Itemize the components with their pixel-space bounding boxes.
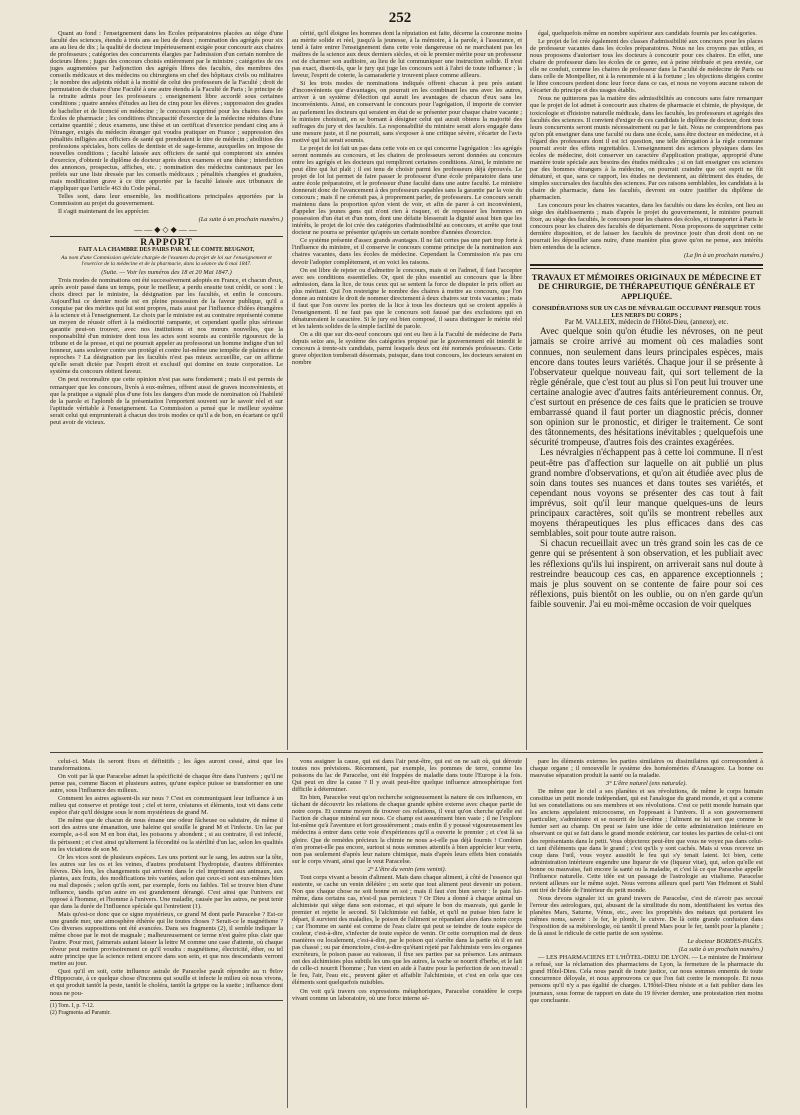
paragraph: Ce système présente d'assez grands avantages. Il ne fait certes pas une part trop forte à l'influence du ministre, et il conserve le concours comme principe de la nomination aux chaires vacantes, dans les écoles de médecine. Cependant la Commission n'a pas cru devoir l'adopter complètement, et en voici les raisons. bbox=[292, 237, 522, 266]
paragraph: On peut reconnaître que cette opinion n'est pas sans fondement ; mais il est permis de remarquer que les concours, livrés à eux-mêmes, offrent aussi de graves inconvénients, et que la pratique a signalé plus d'une fois les dangers d'un mode de nomination où l'habileté de la parole et l'aplomb de la présentation l'emportent souvent sur le savoir réel et sur l'aptitude véritable à l'enseignement. La Commission a pensé que le meilleur système serait celui qui emprunterait à chacun des trois modes ce qu'il a de bon, en écartant ce qu'il peut avoir de vicieux. bbox=[50, 376, 283, 426]
paragraph: On voit qu'à travers ces expressions métaphoriques, Paracelse considère le corps vivant comme un laboratoire, où une force interne sé- bbox=[292, 987, 522, 1002]
paragraph: Tout corps vivant a besoin d'aliment. Mais dans chaque aliment, à côté de l'essence qui sustente, se cache un venin délétère ; en sorte que tout aliment peut devenir un poison. Non que chaque chose ne soit bonne en soi ; mais il faut s'en bien servir : le pain lui-même, dans certains cas, n'est-il pas pernicieux ? Or Dieu a donné à chaque animal un alchimiste qui siège dans son estomac, et qui sépare le bon du mauvais, qui garde le premier et rejette le second. Si l'alchimiste est faible, et qu'il ne puisse bien faire le départ, il survient des maladies, le poison de l'aliment se répandant alors dans notre corps ; car l'homme en santé est comme de l'eau claire qui peut se teindre de toute espèce de couleur, c'est-à-dire, s'infecter de toute espèce de venin. Or cette corruption mal de deux manières ou localement, c'est-à-dire, par le poison qui s'arrête dans la partie où il en est pas chassé ; ou par émonctoire, c'est-à-dire qu'étant rejeté par l'alchimiste vers les organes excréteurs, le poison passe au vaisseau, il fixe ses parties par sa présence. Les animaux ont des alchimistes plus subtils les uns que les autres, la vache se nourrit d'herbe, et le lait de celle-ci nourrit l'homme ; l'un vient en aide à l'autre pour la perfection de son travail : le feu, l'air, l'eau etc., peuvent gâter et affaiblir l'alchimiste, et c'est en cela que ces éléments sont quelquefois nuisibles. bbox=[292, 873, 522, 987]
news-item: — LES PHARMACIENS ET L'HÔTEL-DIEU DE LYON. — Le ministre de l'intérieur a refusé, sur la réclamation des pharmaciens de Lyon, la fermeture de la pharmacie du grand Hôtel-Dieu. Cela nous paraît de toute justice, car nous sommes ennemis de toute concurrence déloyale, et nous approuvons ce que l'on fait contre le monopole. Et nous pensons qu'il n'y a pas égalité de charges. L'Hôtel-Dieu résiste et a fait publier dans les journaux, sous forme de rapport en date du 19 février dernier, une protestation rien moins que concluante. bbox=[530, 954, 763, 1004]
subsection-heading: 2° L'être du venin (ens venini). bbox=[367, 865, 447, 873]
page-number: 252 bbox=[388, 10, 412, 26]
paragraph: Les concours pour les chaires vacantes, dans les facultés ou dans les écoles, ont lieu au siège des établissements ; mais d'après le projet du gouvernement, le ministre pourrait fixer, au siège des facultés, le concours pour les chaires des écoles, et transporter à Paris le concours pour les chaires des facultés de département. Nous proposons de supprimer cette dernière disposition, et de laisser les facultés de province jouir d'un droit dont on ne pourrait les dépouiller sans nuire, d'une manière plus grave qu'on ne pense, aux intérêts bien entendus de la science. bbox=[530, 202, 763, 252]
section-title: TRAVAUX ET MÉMOIRES ORIGINAUX DE MÉDECINE ET DE CHIRURGIE, DE THÉRAPEUTIQUE GÉNÉRALE ET APPLIQUÉE. bbox=[531, 272, 762, 302]
paragraph: Quant au fond : l'enseignement dans les Écoles préparatoires placées au siège d'une faculté des sciences, étendu à trois ans au lieu de deux ; nomination des agrégés pour six ans au lieu de dix ; la qualité de docteur impérieusement exigée pour concourir aux chaires de professeurs ; catégories des concurrents élargies par l'admission d'un certain nombre de docteurs libres ; juges des concours choisis entièrement par le ministre ; catégories de ces juges augmentées par l'adjonction des agrégés libres des facultés, des membres des conseils médicaux et des médecins ou chirurgiens en chef des hôpitaux civils ou militaires ; le nombre des adjoints réduit à la moitié de celui des professeurs de la Faculté ; droit de permutation de chaire d'une Faculté à une autre étendu à la Faculté de Paris ; le principe de la retraite admis pour les professeurs ; enseignement libre accordé sous certaines conditions ; quatre années d'études au lieu de cinq pour les élèves ; suppression des grades de bachelier et de licencié en médecine ; le concours supprimé pour les chaires dans les Écoles de pharmacie ; les conditions d'incapacité d'exercice de la médecine réduites d'une certaine quantité ; deux examens, une thèse et un certificat d'exercice pendant cinq ans à l'étranger, exigés du médecin étranger qui voudra pratiquer en France ; suppression des pénalités infligées aux officiers de santé qui prendraient le titre de médecin ; abolition des professions spéciales, hors celles de dentiste et de sage-femme, auxquelles on impose de nouvelles conditions ; faculté laissée aux officiers de santé qui compteront six années d'exercice, d'obtenir le diplôme de docteur après deux examens et une thèse ; interdiction des annonces, prospectus, affiches, etc. ; nomination des médecins cantonaux par les préfets sur une liste dressée par les conseils médicaux ; pénalités changées et graduées, mais modification grave à ce titre apportée par la faculté laissée aux tribunaux de n'appliquer que l'article 463 du Code pénal. bbox=[50, 30, 283, 193]
feuilleton-column-1 bbox=[50, 758, 283, 1108]
column-rule bbox=[526, 758, 527, 1108]
rapport-description: Au nom d'une Commission spéciale chargée de l'examen du projet de loi sur l'enseignement et l'exercice de la médecine et de la pharmacie, dans la séance du 6 mai 1847. bbox=[61, 254, 272, 268]
continued-note: (La fin à un prochain numéro.) bbox=[683, 252, 763, 260]
column-rule bbox=[287, 758, 288, 1108]
feuilleton-column-2 bbox=[292, 758, 522, 1108]
footnote: (2) Fragmenta ad Paramir. bbox=[50, 1009, 111, 1016]
paragraph: Or les vices sont de plusieurs espèces. Les uns portent sur le sang, les autres sur la tête, les autres sur les os et les veines, d'autres produisent l'hydropisie, d'autres différentes fièvres. Dès lors, les changements qui arrivent dans le ciel impriment aux animaux, aux plantes, aux fruits, des modifications très variées, selon que ceux-ci sont eux-mêmes bien ou mal disposés ; selon qu'ils sont, par exemple, forts ou faibles. Tel se trouve bien d'une influence, tandis qu'un autre en est grandement dérangé. C'est ainsi que l'univers est opposé à l'homme, et l'homme à l'univers. Une maladie, causée par les astres, ne peut tenir que dans la durée de l'influence spéciale qui l'entretient (1). bbox=[50, 853, 283, 910]
subsection-heading: 3° L'être naturel (ens naturale). bbox=[605, 780, 687, 788]
paragraph: De même que le ciel a ses planètes et ses révolutions, de même le corps humain constitue un petit monde indépendant, qui est l'analogue du grand monde, et qui a comme lui ses constellations ou ses membres et ses révolutions. C'est ce petit monde humain que les anciens appelaient microcosme, en l'opposant à l'univers. Il a son gouvernement particulier, s'administre et se nourrit de lui-même ; l'aliment ne lui sert que comme le fumier sert au champ. On peut se faire une idée de cette administration intérieure en observant ce qui se fait dans le grand monde extérieur, car toutes les parties de celui-ci ont des représentants dans le petit. Vous objecterez peut-être que vous ne voyez pas dans celui-ci tant d'éléments que dans le grand ; c'est qu'ils y sont cachés. Mais si vous recevez un coup dans l'œil, vous voyez aussitôt le feu qui s'y tenait latent. Ici bien, cette administration intérieure engendre une liqueur de vie (liqueur vitæ), qui, selon qu'elle est bonne ou mauvaise, fait encore la santé ou la maladie, et c'est là ce que Paracelse appelle l'influence naturelle. Cette idée est un passage de l'astrologie au vitalisme. Paracelse revient ailleurs sur le même sujet. Nous verrons ailleurs quel parti Van Helmont et Stahl ont tiré de l'idée de l'intérieur du petit monde. bbox=[530, 788, 763, 894]
ornament-separator: ——◆◇◆—— bbox=[134, 225, 199, 235]
column-1 bbox=[50, 30, 283, 750]
rapport-subtitle: FAIT A LA CHAMBRE DES PAIRS PAR M. LE COMTE BEUGNOT, bbox=[78, 247, 255, 254]
rapport-date-note: (Suite. — Voir les numéros des 18 et 20 Mai 1847.) bbox=[101, 268, 232, 276]
paragraph: Avec quelque soin qu'on étudie les névroses, on ne peut jamais se croire arrivé au moment où ces maladies sont connues, non seulement dans leurs principales espèces, mais encore dans toutes leurs variétés. Chaque jour il se présente à l'observateur quelque nouveau fait, qui sort tellement de la règle générale, que c'est tout au plus si l'on peut lui trouver une certaine analogie avec d'autres faits antérieurement connus. Or, c'est surtout en présence de ces faits que le praticien se trouve embarrassé quand il faut porter un diagnostic précis, donner son opinion sur le pronostic, et diriger le traitement. Ce sont des tâtonnements, des hésitations inévitables ; quelquefois une sécurité trompeuse, d'autres fois des craintes exagérées. bbox=[530, 326, 763, 448]
paragraph: Si les trois modes de nominations indiqués offrent chacun à peu près autant d'inconvénients que d'avantages, on pourrait en les combinant les uns avec les autres, arriver à un système d'élection qui aurait les avantages de chacun d'eux sans les inconvénients. Ainsi, en conservant le concours pour l'agrégation, il importe de convier au parlement les docteurs qui seraient en état de se présenter pour chaque chaire vacante ; le ministre choisirait, en se bornant à désigner celui qui aurait obtenu la majorité des suffrages du jury et des facultés. La responsabilité du ministre serait alors engagée dans une mesure juste, et il ne pourrait, sans s'exposer à une critique sévère, s'écarter de l'avis motivé qui lui serait soumis. bbox=[292, 80, 522, 144]
paragraph: Telles sont, dans leur ensemble, les modifications principales apportées par la Commission au projet du gouvernement. bbox=[50, 193, 283, 208]
paragraph: Si chacun recueillait avec un très grand soin les cas de ce genre qui se présentent à son observation, et les publiait avec les réflexions qu'ils lui inspirent, on arriverait sans nul doute à restreindre beaucoup ces cas, en apparence exceptionnels ; mais je plus souvent on se contente de faire pour soi ces réflexions, puis bientôt on les oublie, ou on n'en garde qu'un faible souvenir. J'ai eu moi-même occasion de voir quelques bbox=[530, 538, 763, 609]
double-rule bbox=[530, 264, 763, 269]
article-author: Par M. VALLEIX, médecin de l'Hôtel-Dieu, (annexe), etc. bbox=[564, 318, 729, 327]
article-body bbox=[530, 326, 763, 609]
paragraph: En bien, Paracelse veut qu'on recherche soigneusement la nature de ces influences, en tâchant de découvrir les relations de chaque grande sphère externe avec chaque partie de notre corps. Et comme moyen de trouver ces relations, il veut qu'on cherche qu'elle est l'action de chaque minéral sur nous. Ce champ est assurément bien vaste ; il ne l'explore lui-même qu'à l'aventure et fort grossièrement ; mais enfin il y poussé vigoureusement les médecins à entrer dans cette voie d'expériences qu'il a ouverte le premier ; et c'est là sa gloire. Que de remèdes précieux la chimie ne nous a-t-elle pas déjà fournis ! Combien n'en promet-elle pas encore, surtout si nous sommes attentifs à bien apprécier leur vertu, non pas seulement d'après leur nature chimique, mais d'après leurs effets bien constatés sur le corps vivant, ainsi que le veut Paracelse. bbox=[292, 794, 522, 865]
rapport-title: RAPPORT bbox=[50, 236, 283, 247]
continued-note: (La suite à un prochain numéro.) bbox=[198, 216, 283, 224]
paragraph: Les névralgies n'échappent pas à cette loi commune. Il n'est peut-être pas d'affection sur laquelle on ait publié un plus grand nombre d'observations, et qu'on ait étudiée avec plus de soin dans toutes ses nuances et dans toutes ses variétés, et cependant nous voyons se présenter des cas tout à fait imprévus, soit qu'il leur manque quelques-uns de leurs principaux caractères, soit qu'ils se montrent rebelles aux moyens thérapeutiques les plus efficaces dans des cas semblables, soit pour toute autre raison. bbox=[530, 447, 763, 539]
column-3 bbox=[530, 30, 763, 750]
continued-note: (La suite à un prochain numéro.) bbox=[678, 946, 763, 954]
column-rule bbox=[287, 30, 288, 750]
feuilleton-column-3 bbox=[530, 758, 763, 1108]
paragraph: Nous ne quitterons pas la matière des admissibilités au concours sans faire remarquer que le projet de loi admet à concourir aux chaires de pharmacie et chimie, de physique, de toxicologie et d'histoire naturelle médicale, dans les facultés, les professeurs et agrégés des facultés des sciences. Il convient d'exiger de ces candidats le diplôme de docteur, dont tous leurs concurrents seront munis nécessairement ou par le fait. Nous ne comprendrions pas qu'on pût enseigner dans une faculté ou dans une école, sans être docteur en médecine, et à l'égard des professeurs dont il est ici question, une telle dérogation à la règle commune pourrait avoir des effets regrettables. L'enseignement des sciences physiques dans les écoles de médecine, doit conserver un caractère d'application pratique, approprié d'une manière toute spéciale aux besoins des études médicales ; si on fait enseigner ces sciences par des hommes étrangers à la médecine, on pourrait craindre que cet esprit ne fût dénaturé, et que, sans ce rapport, les études ne deviennent, au détriment des études, de simples succursales des facultés des sciences. Par ces raisons semblables, les candidats à la chaire de pharmacie, dans les facultés, devront en outre justifier du diplôme de pharmacien. bbox=[530, 95, 763, 202]
paragraph: Trois modes de nominations ont été successivement adoptés en France, et chacun d'eux, après avoir passé dans un temps, pour le meilleur, a perdu ensuite tout crédit, ce sont : le choix direct par le ministre, la désignation par les facultés, et enfin le concours. Aujourd'hui ce dernier mode est en pleine possession de la faveur publique, qu'il a conquise par des mérites qui lui sont propres, mais aussi par l'influence d'idées étrangères à la science et à l'enseignement. Le choix par le ministre est au contraire représenté comme un moyen de réussir offert à la médiocrité rampante, et cependant quelle plus sérieuse garantie peut-on trouver, avec nos institutions et nos mœurs nouvelles, que la responsabilité d'un ministre dont tous les actes sont soumis au contrôle rigoureux de la tribune et de la presse, et qui ne pourrait appeler au professorat un homme indigne d'un tel honneur, sans soulever contre son protégé et contre lui-même une tempête de plaintes et de reproches ? La désignation par les facultés n'est pas mieux accueillie, car on affirme qu'elle serait dictée par l'esprit étroit et exclusif qui domine en toute corporation. Le système du concours obtient faveur. bbox=[50, 276, 283, 376]
paragraph: celui-ci. Mais ils seront fixes et définitifs ; les âges auront cessé, ainsi que les transformations. bbox=[50, 758, 283, 773]
paragraph: Nous devons signaler ici un grand travers de Paracelse, c'est de n'avoir pas secoué l'erreur des astrologues, qui, abusant de la similitude du nom, identifiaient les vertus des planètes Mars, Saturne, Vénus, etc., avec les propriétés des métaux qui portaient les mêmes noms, savoir : le fer, le plomb, le cuivre. De là cette grande confusion dans l'exposition de sa météorologie, où tantôt il prend Mars pour le fer, tantôt pour la planète ; de là aussi le ridicule de cette partie de son système. bbox=[530, 894, 763, 938]
paragraph: Il s'agit maintenant de les apprécier. bbox=[58, 208, 150, 216]
column-rule bbox=[526, 30, 527, 750]
paragraph: De même que de chacun de nous émane une odeur fâcheuse ou salutaire, de même il sort des astres une émanation, une haleine qui souille le grand M et l'infecte. Un lac par exemple, a-t-il son M en bon état, les poissons y abondent ; si au contraire, il est infecté, ils périssent ; et c'est ainsi qu'alternent la fécondité ou la stérilité d'un lac, selon les qualités ou les viciations de son M. bbox=[50, 817, 283, 853]
paragraph: vons assigner la cause, qui est dans l'air peut-être, qui est on ne sait où, qui déroute toutes nos prévisions. Récemment, par exemple, les pommes de terre, comme les poissons du lac de Paracelse, ont été frappées de maladie dans toute l'Europe à la fois. Qui peut en dire la cause ? Il y avait peut-être quelque influence atmosphérique fort difficile à déterminer. bbox=[292, 758, 522, 794]
paragraph: Quoi qu'il en soit, cette influence astrale de Paracelse paraît répondre au τι θεῖον d'Hippocrate, à ce quelque chose d'inconnu qui souille et infecte le milieu où nous vivons, et qui produit tantôt la peste, tantôt le choléra, tantôt la grippe ou la suette ; influence dont nous ne pou- bbox=[50, 968, 283, 997]
article-title: CONSIDÉRATIONS SUR UN CAS DE NÉVRALGIE OCCUPANT PRESQUE TOUS LES NERFS DU CORPS ; bbox=[532, 304, 761, 320]
paragraph: Mais qu'est-ce donc que ce signe mystérieux, ce grand M dont parle Paracelse ? Est-ce une grande mer, une atmosphère éthérée qui lie toutes choses ? Serait-ce le magnétisme ? Ces diverses suppositions ont été avancées. Dans ses fragments (2), il semble indiquer la même chose par le mot de magnale ; malheureusement ce terme n'est guère plus clair que l'autre. Pour moi, j'aimerais autant laisser la lettre M comme une case d'attente, où chaque rêveur peut mettre provisoirement ce qu'il voudra : magnétisme, électricité, éther, ou tel autre principe que la science retient encore dans son sein, et que nos descendants verront mettre au jour. bbox=[50, 910, 283, 968]
paragraph: pare les éléments externes les parties similaires ou dissimilaires qui correspondent à chaque organe ; il renouvelle le système des homéoméries d'Anaxagore. La bonne ou mauvaise séparation produit la santé ou la maladie. bbox=[530, 758, 763, 780]
paragraph: On voit par là que Paracelse admet la spécificité de chaque être dans l'univers ; qu'il ne pense pas, comme Bacon et plusieurs autres, qu'une espèce puisse se transformer en une autre, sous l'influence des milieux. bbox=[50, 773, 283, 795]
footnotes bbox=[50, 1000, 283, 1017]
paragraph: Comment les astres agissent-ils sur nous ? C'est en communiquant leur influence à un milieu qui conserve et protège tout ; ciel et terre, créatures et éléments, tout vit dans cette espèce d'air qu'il désigne sous le nom mystérieux de grand M. bbox=[50, 795, 283, 817]
paragraph: égal, quelquefois même en nombre supérieur aux candidats fournis par les catégories. bbox=[538, 30, 757, 37]
paragraph: On a dit que sur dix-neuf concours qui ont eu lieu à la Faculté de médecine de Paris depuis seize ans, le système des catégories proposé par le gouvernement eût interdit le concours à trente-six candidats, parmi lesquels deux ont été nommés professeurs. Cette grave objection tomberait désormais, puisque, dans tout concours, les docteurs seraient en nombre bbox=[292, 330, 522, 367]
author-signature: Le docteur BORDES-PAGÈS. bbox=[687, 938, 763, 946]
paragraph: Le projet de loi crée également des classes d'admissibilité aux concours pour les places de professeur vacantes dans les écoles préparatoires. Nous ne les croyons pas utiles, et nous proposons d'autoriser tous les docteurs à concourir pour ces chaires. En effet, une chaire de professeur dans les écoles de ce genre, est à peine rétribuée et peu enviée, car elle ne conduit, comme les chaires de professeur dans la Faculté de médecine de Paris ou dans celle de Montpellier, ni à la renommée ni à la fortune ; les objections dirigées contre le libre concours perdent donc leur force dans ce cas, et nous ne voyons aucune raison de s'écarter du principe et des usages établis. bbox=[530, 38, 763, 95]
paragraph: cérité, qu'il éloigne les hommes dont la réputation est faite, décerne la couronne moins au mérite solide et réel, jusqu'à la jeunesse, à la mémoire, à la parole, à l'assurance, et tend à faire entrer l'enseignement dans cette voie dangereuse où ne marchaient pas les maîtres de la science aux deux derniers siècles, et où le premier mérite pour un professeur est de charmer son auditoire, au lieu de lui communiquer une instruction solide. Il n'est pas exact, disent-ils, que le jury qui juge les concours soit à l'abri de toute influence ; la faveur, l'esprit de coterie, la camaraderie y trouvent place comme ailleurs. bbox=[292, 30, 522, 80]
column-2 bbox=[292, 30, 522, 750]
paragraph: Le projet de loi fait un pas dans cette voie en ce qui concerne l'agrégation : les agrégés seront nommés au concours, et les chaires de professeurs seront données au concours entre les agrégés et les docteurs qui rempliront certaines conditions. Ainsi, le ministre ne peut élire qui lui plaît ; il est tenu de choisir parmi les professeurs déjà éprouvés. Le projet de loi lui permet de faire passer le professeur d'une école préparatoire dans une autre école préparatoire, et le professeur d'une faculté dans une autre faculté. Le ministre donnerait donc de l'avancement à des professeurs capables sans la garantie par la voie du concours ; mais il ne créerait pas, à proprement parler, de professeurs. Le concours serait maintenu dans la proportion qu'on vient de voir, et afin de parer à cet inconvénient, d'appeler les jeunes gens qui n'ont rien à risquer, et de repousser les hommes en possession d'un état et d'un nom, dont une défaite blesserait la dignité aussi bien que les intérêts, le projet de loi crée des catégories d'admissibilité au concours, et arrête que tout docteur ne pourra se présenter qu'après un certain nombre d'années d'exercice. bbox=[292, 144, 522, 237]
horizontal-divider bbox=[50, 752, 763, 753]
paragraph: On est libre de rejeter ou d'admettre le concours, mais si on l'admet, il faut l'accepter avec ses conditions essentielles. Or, quoi de plus essentiel au concours que la libre admission, dans la lice, de tous ceux qui se sentent la force de disputer le prix offert au plus méritant. Qui l'on restreigne le nombre des chaires à mettre au concours, que l'on donne au ministre le droit de nommer directement à deux chaires sur trois vacantes ; mais il faut que l'on ouvre les portes de la lice à tous les docteurs qui se croient appelés à l'enseignement. Il ne faut pas que le concours soit faussé par des exclusions qui en dénatureraient le caractère. Si le jury est bien composé, il saura distinguer le mérite réel et les talents solides de la simple facilité de parole. bbox=[292, 266, 522, 330]
footnote: (1) Tom. I, p. 7-12. bbox=[50, 1002, 95, 1009]
